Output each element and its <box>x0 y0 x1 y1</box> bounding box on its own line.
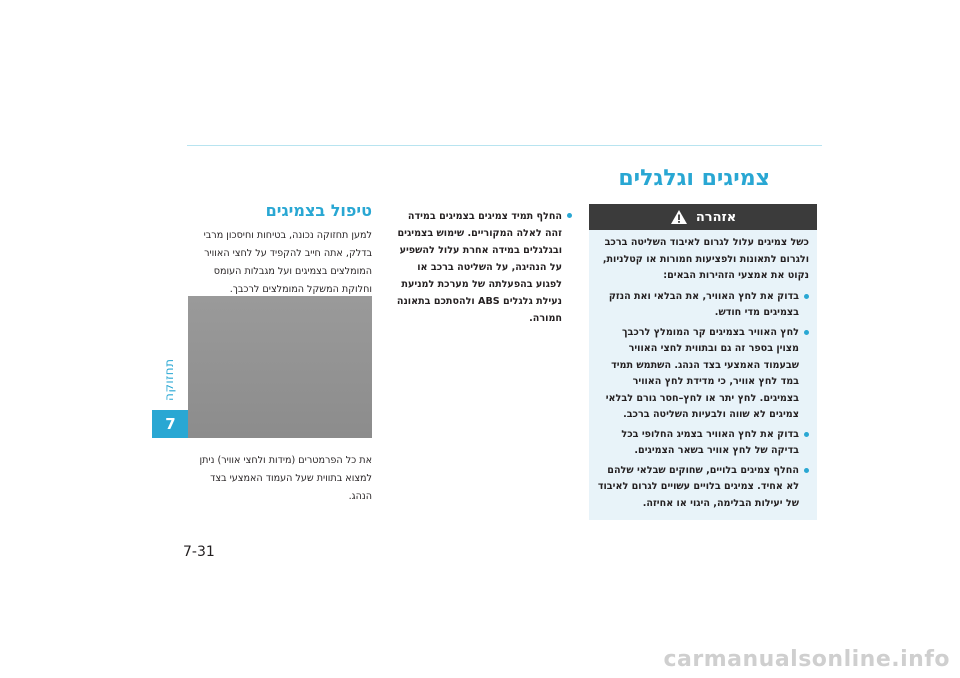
warning-bullet-text: החלף צמיגים בלויים, שחוקים שבלאי שלהם לא אחיד. צמיגים בלויים עשויים לגרום לאיבוד של יעילות הבלימה, היגוי או אחיזה. <box>597 464 799 509</box>
side-tab-label: תחזוקה <box>162 358 176 402</box>
middle-bullet-text: החלף תמיד צמיגים בצמיגים במידה זהה לאלה המקוריים. שימוש בצמיגים ובגלגלים במידה אחרת עלול להשפיע על הנהיגה, על השליטה ברכב או לפגוע בהפעלתה של מערכת למניעת נעילת גלגלים ABS ולהסתכם בתאונה חמורה. <box>396 211 562 324</box>
bullet-dot-icon <box>804 294 809 299</box>
middle-bullet <box>392 208 572 327</box>
warning-intro: כשל צמיגים עלול לגרום לאיבוד השליטה ברכב ולגרום לתאונות ולפציעות חמורות או קטלניות, נקוט את אמצעי הזהירות הבאים: <box>602 237 809 281</box>
section-title: צמיגים וגלגלים <box>618 166 770 191</box>
middle-column <box>392 208 572 330</box>
bullet-dot-icon <box>804 330 809 335</box>
warning-box <box>589 204 817 520</box>
warning-bullet <box>597 325 809 424</box>
warning-bullet-text: בדוק את לחץ האוויר בצמיג החלופי בכל בדיקה של לחץ אוויר בשאר הצמיגים. <box>621 428 799 456</box>
tips-title: טיפול בצמיגים <box>265 201 372 220</box>
warning-bullet <box>597 427 809 460</box>
page-number: 7-31 <box>183 544 215 560</box>
warning-bullet <box>597 289 809 322</box>
top-divider <box>187 145 822 146</box>
tips-body: למען תחזוקה נכונה, בטיחות וחיסכון מרבי בדלק, אתה חייב להקפיד על לחצי האוויר המומלצים בצמיגים ועל מגבלות העומס וחלוקת המשקל המומלצים לרכבך. <box>203 230 372 295</box>
bullet-dot-icon <box>567 213 572 218</box>
bullet-dot-icon <box>804 468 809 473</box>
warning-header <box>589 204 817 230</box>
tire-label-image <box>188 296 372 438</box>
warning-bullet-text: לחץ האוויר בצמיגים קר המומלץ לרכבך מצוין בספר זה גם ובתווית לחצי האוויר שבעמוד האמצעי בצד הנהג. השתמש תמיד במד לחץ אוויר, כי מדידת לחץ האוויר בצמיגים. לחץ יתר או לחץ–חסר גורם לבלאי צמיגים לא שווה ולבעיות השליטה ברכב. <box>605 326 799 420</box>
warning-triangle-icon <box>670 209 688 225</box>
chapter-number-badge: 7 <box>152 410 189 438</box>
warning-bullet-text: בדוק את לחץ האוויר, את הבלאי ואת הנזק בצמיגים מדי חודש. <box>608 290 799 318</box>
image-caption: את כל הפרמטרים (מידות ולחצי אוויר) ניתן למצוא בתווית שעל העמוד האמצעי בצד הנהג. <box>199 455 372 502</box>
warning-title: אזהרה <box>695 209 737 225</box>
bullet-dot-icon <box>804 432 809 437</box>
warning-bullet <box>597 463 809 513</box>
warning-body <box>589 230 817 512</box>
watermark: carmanualsonline.info <box>663 647 950 672</box>
